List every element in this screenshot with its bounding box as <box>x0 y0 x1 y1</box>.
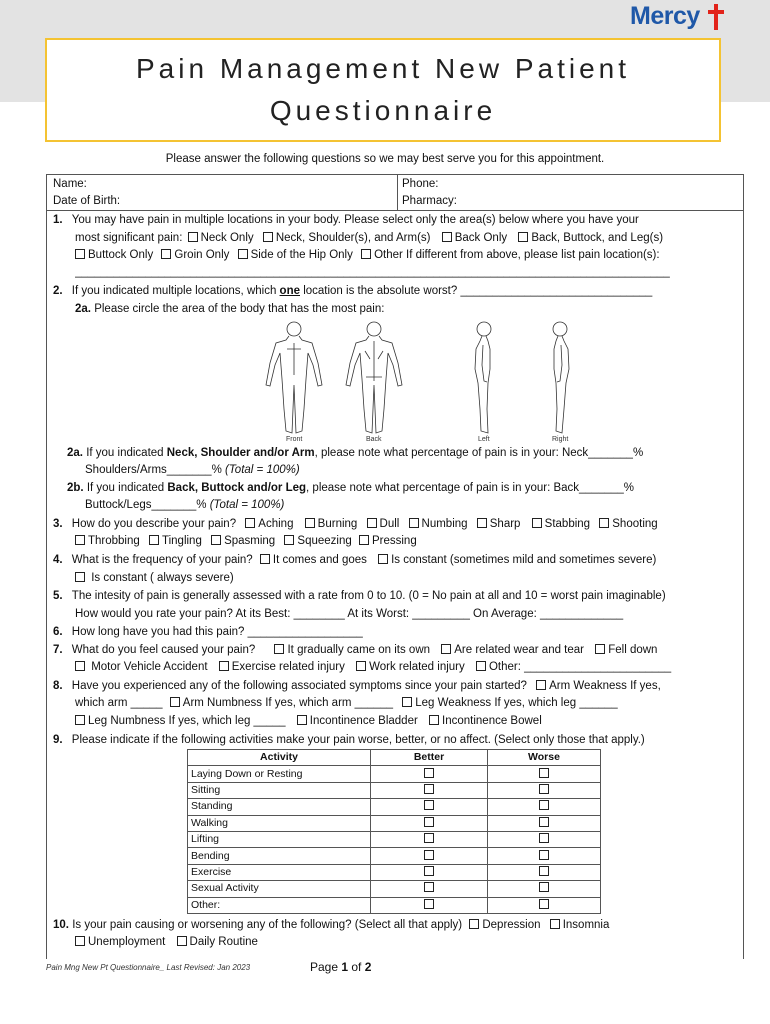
checkbox-icon[interactable] <box>424 850 434 860</box>
figure-label-back: Back <box>366 436 382 443</box>
table-row <box>188 766 601 782</box>
divider <box>397 175 398 210</box>
table-row <box>188 881 601 897</box>
q8-opt-leg-numbness[interactable]: Leg Numbness If yes, which leg _____ <box>73 715 286 727</box>
q2b-buttock-percent[interactable]: Buttock/Legs_______% <box>85 499 210 511</box>
checkbox-icon[interactable] <box>409 518 419 528</box>
checkbox-icon[interactable] <box>550 919 560 929</box>
activity-cell: Laying Down or Resting <box>188 766 371 782</box>
q3-opt-stabbing[interactable]: Stabbing <box>530 518 590 530</box>
checkbox-icon[interactable] <box>378 554 388 564</box>
q1-opt-neck-only[interactable]: Neck Only <box>186 232 254 244</box>
q3-opt-aching[interactable]: Aching <box>243 518 293 530</box>
checkbox-icon[interactable] <box>359 535 369 545</box>
q3-opt-dull[interactable]: Dull <box>365 518 400 530</box>
logo-text: Mercy <box>630 2 700 30</box>
pharmacy-field[interactable]: Pharmacy: <box>402 195 457 207</box>
worse-cell[interactable] <box>488 848 601 864</box>
worse-cell[interactable] <box>488 864 601 880</box>
q7-opt-gradual[interactable]: It gradually came on its own <box>272 644 430 656</box>
better-cell[interactable] <box>371 881 488 897</box>
checkbox-icon[interactable] <box>402 697 412 707</box>
q2b-back-percent[interactable]: , please note what percentage of pain is in your: Back_______% <box>306 482 635 494</box>
table-row <box>188 815 601 831</box>
q7-opt-exercise[interactable]: Exercise related injury <box>217 661 345 673</box>
page-title-line1: Pain Management New Patient <box>136 53 630 84</box>
checkbox-icon[interactable] <box>424 817 434 827</box>
checkbox-icon[interactable] <box>161 249 171 259</box>
checkbox-icon[interactable] <box>539 800 549 810</box>
body-back-figure <box>346 322 402 433</box>
col-better: Better <box>371 750 488 766</box>
checkbox-icon[interactable] <box>274 644 284 654</box>
checkbox-icon[interactable] <box>75 936 85 946</box>
q2a-percent-line1: 2a. If you indicated Neck, Shoulder and/or Arm, please note what percentage of pain is in your: Neck_______% <box>67 447 644 459</box>
better-cell[interactable] <box>371 864 488 880</box>
figure-label-left: Left <box>478 436 490 443</box>
checkbox-icon[interactable] <box>424 866 434 876</box>
q9-line: 9. Please indicate if the following activities make your pain worse, better, or no affect. (Select only those that apply.) <box>53 734 645 746</box>
q4-opt-comes-goes[interactable]: It comes and goes <box>258 554 367 566</box>
q4-opt-constant-severe[interactable]: Is constant ( always severe) <box>73 572 234 584</box>
q3-opt-pressing[interactable]: Pressing <box>357 535 417 547</box>
footer-page-number: Page 1 of 2 <box>310 960 372 974</box>
table-row <box>188 799 601 815</box>
body-front-figure <box>266 322 322 433</box>
q1-opt-neck-shoulder-arm[interactable]: Neck, Shoulder(s), and Arm(s) <box>261 232 431 244</box>
checkbox-icon[interactable] <box>367 518 377 528</box>
mercy-logo <box>630 2 700 31</box>
better-cell[interactable] <box>371 831 488 847</box>
q7-line1: 7. What do you feel caused your pain? It gradually came on its own Are related wear and tear Fell down <box>53 644 658 656</box>
checkbox-icon[interactable] <box>75 249 85 259</box>
q7-opt-fell[interactable]: Fell down <box>593 644 657 656</box>
q10-opt-daily-routine[interactable]: Daily Routine <box>175 936 258 948</box>
q8-line3 <box>73 714 542 729</box>
checkbox-icon[interactable] <box>424 800 434 810</box>
q3-opt-throbbing[interactable]: Throbbing <box>73 535 140 547</box>
dob-field[interactable]: Date of Birth: <box>53 195 121 207</box>
worse-cell[interactable] <box>488 881 601 897</box>
checkbox-icon[interactable] <box>297 715 307 725</box>
q8-opt-arm-numbness[interactable]: Arm Numbness If yes, which arm ______ <box>168 697 393 709</box>
q2-line: 2. If you indicated multiple locations, which one location is the absolute worst? ______________________________ <box>53 285 653 297</box>
better-cell[interactable] <box>371 815 488 831</box>
q4-line1: 4. What is the frequency of your pain? It comes and goes Is constant (sometimes mild and sometimes severe) <box>53 554 657 566</box>
better-cell[interactable] <box>371 766 488 782</box>
footer-revision: Pain Mng New Pt Questionnaire_ Last Revised: Jan 2023 <box>46 963 251 972</box>
q10-line1: 10. Is your pain causing or worsening any of the following? (Select all that apply) Depression Insomnia <box>53 919 610 931</box>
q8-which-arm-blank[interactable]: which arm _____ <box>75 697 163 709</box>
q2b-percent-line1: 2b. If you indicated Back, Buttock and/or Leg, please note what percentage of pain is in your: Back_______% <box>67 482 635 494</box>
activity-cell: Standing <box>188 799 371 815</box>
q3-opt-tingling[interactable]: Tingling <box>147 535 202 547</box>
checkbox-icon[interactable] <box>75 572 85 582</box>
q7-opt-work[interactable]: Work related injury <box>354 661 465 673</box>
checkbox-icon[interactable] <box>260 554 270 564</box>
q3-opt-spasming[interactable]: Spasming <box>209 535 275 547</box>
q5-rating-line[interactable]: How would you rate your pain? At its Best: ________ At its Worst: _________ On Average: _____________ <box>75 608 624 620</box>
questionnaire-form <box>46 174 744 959</box>
checkbox-icon[interactable] <box>476 661 486 671</box>
checkbox-icon[interactable] <box>429 715 439 725</box>
checkbox-icon[interactable] <box>477 518 487 528</box>
checkbox-icon[interactable] <box>539 882 549 892</box>
q4-line2 <box>73 571 234 586</box>
checkbox-icon[interactable] <box>361 249 371 259</box>
body-right-figure <box>553 322 569 433</box>
checkbox-icon[interactable] <box>539 768 549 778</box>
q10-opt-unemployment[interactable]: Unemployment <box>73 936 165 948</box>
q1-line2 <box>75 231 663 246</box>
col-activity: Activity <box>188 750 371 766</box>
checkbox-icon[interactable] <box>149 535 159 545</box>
figure-label-right: Right <box>552 436 569 443</box>
q8-line1: 8. Have you experienced any of the following associated symptoms since your pain started? Arm Weakness If yes, <box>53 680 661 692</box>
checkbox-icon[interactable] <box>539 866 549 876</box>
q8-opt-incontinence-bowel[interactable]: Incontinence Bowel <box>427 715 542 727</box>
q1-line1 <box>53 213 639 228</box>
q1-number: 1. <box>53 214 63 226</box>
table-row <box>188 782 601 798</box>
checkbox-icon[interactable] <box>177 936 187 946</box>
better-cell[interactable] <box>371 848 488 864</box>
q1-prefix: most significant pain: <box>75 232 183 244</box>
checkbox-icon[interactable] <box>442 232 452 242</box>
checkbox-icon[interactable] <box>539 899 549 909</box>
q7-line2 <box>73 660 671 675</box>
checkbox-icon[interactable] <box>539 817 549 827</box>
checkbox-icon[interactable] <box>238 249 248 259</box>
q3-line1: 3. How do you describe your pain? Aching Burning Dull Numbing Sharp Stabbing Shooting <box>53 518 658 530</box>
worse-cell[interactable] <box>488 815 601 831</box>
figure-label-front: Front <box>286 436 303 443</box>
q2-worst-location-blank[interactable]: location is the absolute worst? ______________________________ <box>300 285 653 297</box>
q8-opt-arm-weakness[interactable]: Arm Weakness If yes, <box>534 680 661 692</box>
col-worse: Worse <box>488 750 601 766</box>
q8-line2 <box>75 696 618 711</box>
checkbox-icon[interactable] <box>469 919 479 929</box>
worse-cell[interactable] <box>488 831 601 847</box>
activity-table-body <box>188 766 601 914</box>
phone-field[interactable]: Phone: <box>402 178 439 190</box>
checkbox-icon[interactable] <box>424 882 434 892</box>
checkbox-icon[interactable] <box>539 784 549 794</box>
checkbox-icon[interactable] <box>532 518 542 528</box>
name-field[interactable]: Name: <box>53 178 87 190</box>
q3-opt-burning[interactable]: Burning <box>303 518 358 530</box>
activity-cell: Other: <box>188 897 371 913</box>
q6-line: 6. How long have you had this pain? __________________ <box>53 626 363 638</box>
q2a-percent-line2: Shoulders/Arms_______% (Total = 100%) <box>85 464 300 476</box>
intro-text: Please answer the following questions so we may best serve you for this appointment. <box>165 153 605 165</box>
better-cell[interactable] <box>371 897 488 913</box>
q1-location-blank[interactable]: _____________________________________________________________________________________________ <box>75 266 670 278</box>
q10-line2 <box>73 935 258 950</box>
checkbox-icon[interactable] <box>75 535 85 545</box>
checkbox-icon[interactable] <box>219 661 229 671</box>
checkbox-icon[interactable] <box>539 833 549 843</box>
q10-opt-depression[interactable]: Depression <box>467 919 540 931</box>
checkbox-icon[interactable] <box>518 232 528 242</box>
worse-cell[interactable] <box>488 799 601 815</box>
q4-opt-constant-varying[interactable]: Is constant (sometimes mild and sometimes severe) <box>376 554 656 566</box>
activity-cell: Walking <box>188 815 371 831</box>
q3-opt-shooting[interactable]: Shooting <box>597 518 657 530</box>
q1-opt-groin-only[interactable]: Groin Only <box>159 249 229 261</box>
q10-opt-insomnia[interactable]: Insomnia <box>548 919 610 931</box>
body-left-figure <box>475 322 491 433</box>
worse-cell[interactable] <box>488 766 601 782</box>
better-cell[interactable] <box>371 799 488 815</box>
checkbox-icon[interactable] <box>424 899 434 909</box>
activity-cell: Sitting <box>188 782 371 798</box>
q1-opt-back-buttock-leg[interactable]: Back, Buttock, and Leg(s) <box>516 232 663 244</box>
table-header-row <box>188 750 601 766</box>
q5-line1: 5. The intesity of pain is generally assessed with a rate from 0 to 10. (0 = No pain at all and 10 = worst pain imaginable) <box>53 590 666 602</box>
q3-opt-sharp[interactable]: Sharp <box>475 518 521 530</box>
activity-cell: Sexual Activity <box>188 881 371 897</box>
worse-cell[interactable] <box>488 782 601 798</box>
checkbox-icon[interactable] <box>441 644 451 654</box>
page-title-line2: Questionnaire <box>269 95 497 126</box>
q1-line3 <box>73 248 660 263</box>
worse-cell[interactable] <box>488 897 601 913</box>
checkbox-icon[interactable] <box>75 661 85 671</box>
q2a-shoulders-percent[interactable]: Shoulders/Arms_______% <box>85 464 225 476</box>
q6-duration-blank[interactable]: How long have you had this pain? __________________ <box>71 626 363 638</box>
activity-cell: Lifting <box>188 831 371 847</box>
q2-number: 2. <box>53 285 63 297</box>
divider <box>47 210 743 211</box>
checkbox-icon[interactable] <box>539 850 549 860</box>
better-cell[interactable] <box>371 782 488 798</box>
checkbox-icon[interactable] <box>263 232 273 242</box>
checkbox-icon[interactable] <box>424 784 434 794</box>
checkbox-icon[interactable] <box>424 833 434 843</box>
q7-opt-other[interactable]: Other: _______________________ <box>474 661 671 673</box>
checkbox-icon[interactable] <box>188 232 198 242</box>
cross-icon <box>708 4 724 30</box>
table-row <box>188 848 601 864</box>
checkbox-icon[interactable] <box>305 518 315 528</box>
activity-cell: Exercise <box>188 864 371 880</box>
checkbox-icon[interactable] <box>424 768 434 778</box>
checkbox-icon[interactable] <box>599 518 609 528</box>
checkbox-icon[interactable] <box>245 518 255 528</box>
activity-cell: Bending <box>188 848 371 864</box>
title-box <box>45 38 721 142</box>
checkbox-icon[interactable] <box>75 715 85 725</box>
q1-opt-back-only[interactable]: Back Only <box>440 232 507 244</box>
table-row <box>188 897 601 913</box>
q1-text: You may have pain in multiple locations in your body. Please select only the area(s) below where you have your <box>71 214 639 226</box>
body-diagram[interactable] <box>262 319 582 443</box>
table-row <box>188 831 601 847</box>
q3-line2 <box>73 534 417 549</box>
q2a-neck-percent[interactable]: , please note what percentage of pain is in your: Neck_______% <box>314 447 644 459</box>
q7-opt-mva[interactable]: Motor Vehicle Accident <box>73 661 208 673</box>
checkbox-icon[interactable] <box>536 680 546 690</box>
q3-opt-numbing[interactable]: Numbing <box>407 518 468 530</box>
checkbox-icon[interactable] <box>356 661 366 671</box>
q1-opt-other[interactable]: Other If different from above, please list pain location(s): <box>359 249 660 261</box>
q2b-percent-line2: Buttock/Legs_______% (Total = 100%) <box>85 499 285 511</box>
q8-opt-incontinence-bladder[interactable]: Incontinence Bladder <box>295 715 418 727</box>
activity-table <box>187 749 601 914</box>
checkbox-icon[interactable] <box>211 535 221 545</box>
checkbox-icon[interactable] <box>284 535 294 545</box>
q1-opt-buttock-only[interactable]: Buttock Only <box>73 249 153 261</box>
q3-opt-squeezing[interactable]: Squeezing <box>282 535 351 547</box>
table-row <box>188 864 601 880</box>
q7-opt-wear-tear[interactable]: Are related wear and tear <box>439 644 584 656</box>
checkbox-icon[interactable] <box>170 697 180 707</box>
q1-opt-side-hip[interactable]: Side of the Hip Only <box>236 249 353 261</box>
q8-opt-leg-weakness[interactable]: Leg Weakness If yes, which leg ______ <box>400 697 617 709</box>
checkbox-icon[interactable] <box>595 644 605 654</box>
q2a-line: 2a. Please circle the area of the body that has the most pain: <box>75 303 385 315</box>
